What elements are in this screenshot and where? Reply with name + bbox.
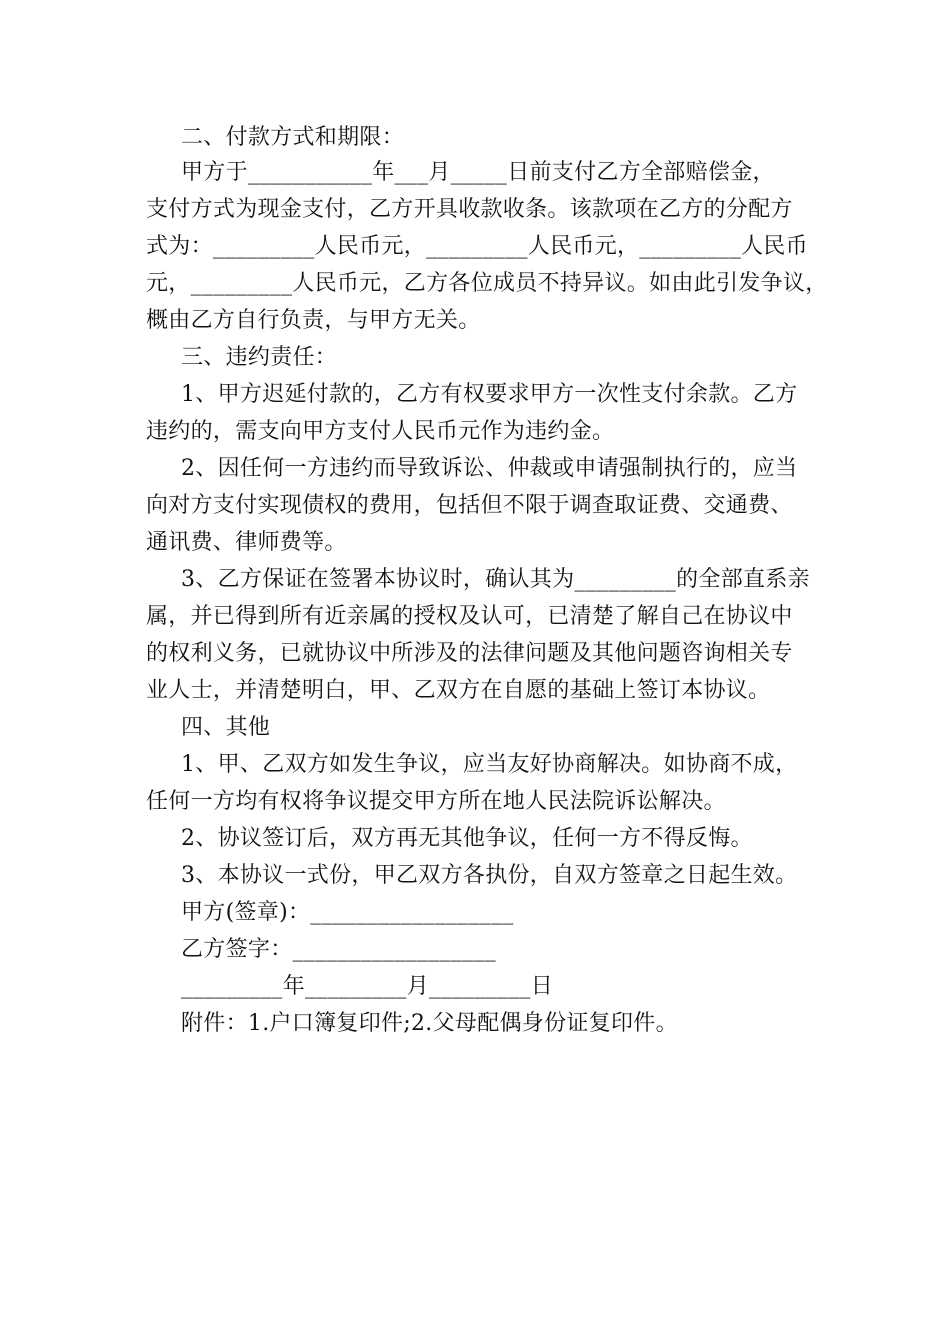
paragraph-line: 元，_________人民币元，乙方各位成员不持异议。如由此引发争议， [146,271,828,296]
paragraph-line: 违约的，需支向甲方支付人民币元作为违约金。 [146,419,615,444]
paragraph-line: 3、乙方保证在签署本协议时，确认其为_________的全部直系亲 [181,567,810,592]
section-heading-liability: 三、违约责任： [181,345,338,370]
paragraph-line: 的权利义务，已就协议中所涉及的法律问题及其他问题咨询相关专 [146,641,793,666]
section-heading-other: 四、其他 [181,715,271,740]
paragraph-line: 3、本协议一式份，甲乙双方各执份，自双方签章之日起生效。 [181,863,798,888]
paragraph-line: 1、甲方迟延付款的，乙方有权要求甲方一次性支付余款。乙方 [181,382,798,407]
paragraph-line: 业人士，并清楚明白，甲、乙双方在自愿的基础上签订本协议。 [146,678,771,703]
paragraph-line: 式为：_________人民币元，_________人民币元，_________人民币 [146,234,808,259]
paragraph-line: 任何一方均有权将争议提交甲方所在地人民法院诉讼解决。 [146,789,726,814]
paragraph-line: 向对方支付实现债权的费用，包括但不限于调查取证费、交通费、 [146,493,793,518]
paragraph-line: 概由乙方自行负责，与甲方无关。 [146,308,481,333]
paragraph-line: 2、协议签订后，双方再无其他争议，任何一方不得反悔。 [181,826,753,851]
signature-party-b: 乙方签字：__________________ [181,937,496,962]
attachments-line: 附件：1.户口簿复印件;2.父母配偶身份证复印件。 [181,1011,678,1036]
paragraph-line: 1、甲、乙双方如发生争议，应当友好协商解决。如协商不成， [181,752,798,777]
paragraph-line: 甲方于___________年___月_____日前支付乙方全部赔偿金， [181,160,775,185]
signature-date: _________年_________月_________日 [181,974,553,999]
signature-party-a: 甲方(签章)：__________________ [181,900,514,925]
paragraph-line: 支付方式为现金支付，乙方开具收款收条。该款项在乙方的分配方 [146,197,793,222]
paragraph-line: 通讯费、律师费等。 [146,530,347,555]
section-heading-payment: 二、付款方式和期限： [181,125,405,150]
paragraph-line: 2、因任何一方违约而导致诉讼、仲裁或申请强制执行的，应当 [181,456,798,481]
paragraph-line: 属，并已得到所有近亲属的授权及认可，已清楚了解自己在协议中 [146,604,793,629]
